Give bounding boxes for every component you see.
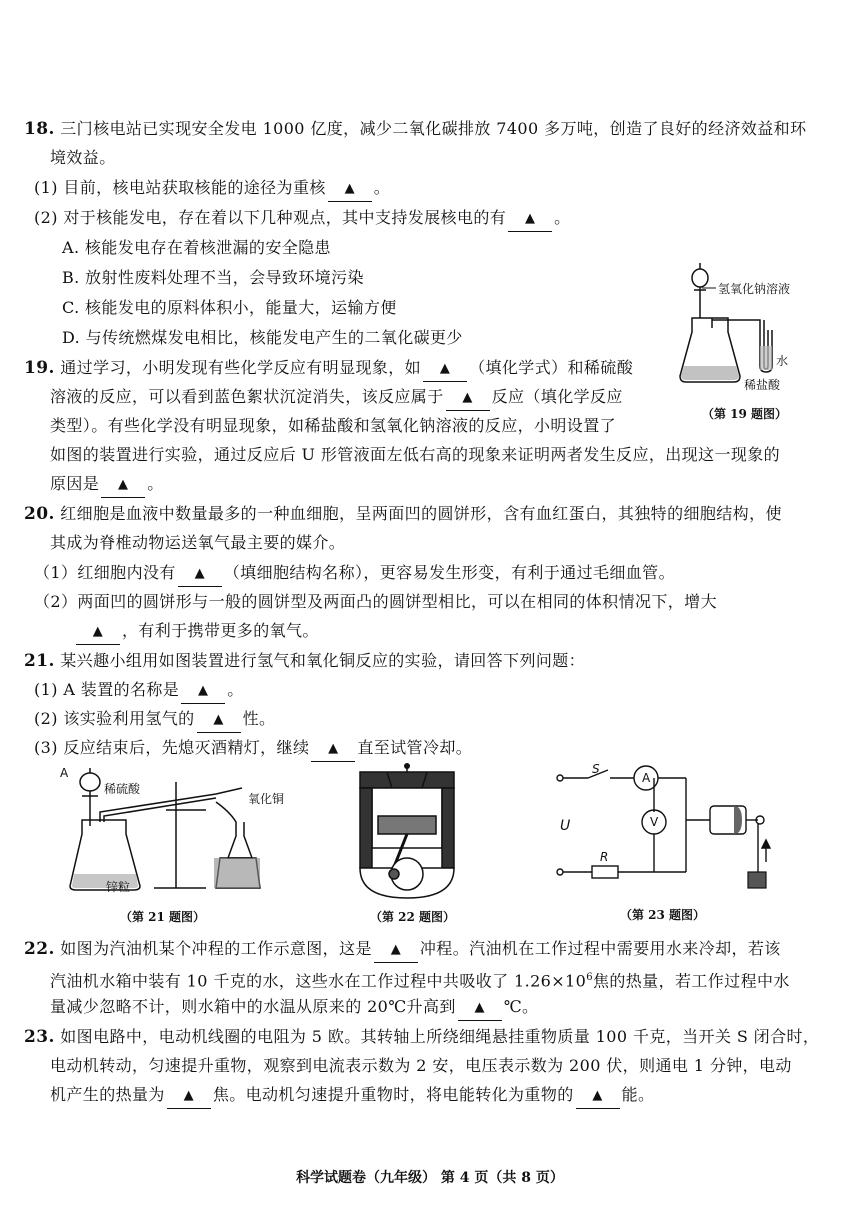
q22-line3 <box>50 996 538 1021</box>
q21-part3-text: (3) 反应结束后，先熄灭酒精灯，继续 <box>34 738 310 757</box>
q22-line1-text: 如图为汽油机某个冲程的工作示意图，这是 <box>60 939 372 958</box>
q21-number: 21. <box>24 651 55 671</box>
q20-part2: （2）两面凹的圆饼形与一般的圆饼型及两面凸的圆饼型相比，可以在相同的体积情况下，增大 <box>34 592 717 611</box>
answer-blank[interactable] <box>423 357 467 382</box>
q21-line1-text: 某兴趣小组用如图装置进行氢气和氧化铜反应的实验，请回答下列问题： <box>60 651 586 670</box>
q23-number: 23. <box>24 1027 55 1047</box>
answer-blank[interactable] <box>508 207 552 232</box>
q18-part2-end: 。 <box>554 208 571 227</box>
resistor-r-label: R <box>600 850 609 864</box>
q19-line5-end: 。 <box>147 474 164 493</box>
q21-line1 <box>24 650 585 672</box>
q22-caption: （第 22 题图） <box>370 910 456 924</box>
q23-figure <box>552 762 782 902</box>
q23-line1 <box>24 1026 819 1048</box>
q22-line3-end: ℃。 <box>503 997 539 1016</box>
motor-circuit-diagram <box>552 762 782 902</box>
q19-line5-text: 原因是 <box>50 474 100 493</box>
q19-line2-text: 溶液的反应，可以看到蓝色絮状沉淀消失，该反应属于 <box>50 387 444 406</box>
exponent: 6 <box>586 972 593 983</box>
answer-blank[interactable] <box>374 938 418 963</box>
answer-blank[interactable] <box>76 620 120 645</box>
q20-part2b <box>74 620 319 645</box>
q20-line2: 其成为脊椎动物运送氧气最主要的媒介。 <box>50 533 346 552</box>
q21-part3-end: 直至试管冷却。 <box>357 738 473 757</box>
q18-option-d: D. 与传统燃煤发电相比，核能发电产生的二氧化碳更少 <box>62 328 463 347</box>
q18-option-b: B. 放射性废料处理不当，会导致环境污染 <box>62 268 364 287</box>
q19-line3: 类型）。有些化学没有明显现象，如稀盐酸和氢氧化钠溶液的反应，小明设置了 <box>50 416 617 435</box>
q21-part1-end: 。 <box>227 680 244 699</box>
q21-part2 <box>34 708 275 733</box>
q22-line1-end: 冲程。汽油机在工作过程中需要用水来冷却，若该 <box>419 939 781 958</box>
q23-line3-mid: 焦。电动机匀速提升重物时，将电能转化为重物的 <box>212 1085 574 1104</box>
q22-line3-text: 量减少忽略不计，则水箱中的水温从原来的 20℃升高到 <box>50 997 456 1016</box>
q20-part1 <box>34 562 675 587</box>
q19-line1 <box>24 357 633 382</box>
q18-part2 <box>34 207 571 232</box>
answer-blank[interactable] <box>576 1084 620 1109</box>
page-footer: 科学试题卷（九年级） 第 4 页（共 8 页） <box>296 1170 564 1186</box>
zinc-granules-label: 锌粒 <box>106 880 131 894</box>
q19-figure <box>672 258 842 398</box>
q23-line3-text: 机产生的热量为 <box>50 1085 165 1104</box>
apparatus-a-label: A <box>60 766 69 780</box>
q23-caption: （第 23 题图） <box>620 908 706 922</box>
hydrogen-reduction-apparatus-diagram <box>56 762 316 902</box>
q21-part2-text: (2) 该实验利用氢气的 <box>34 709 195 728</box>
q18-part1-end: 。 <box>373 178 391 197</box>
q22-line2-text: 汽油机水箱中装有 10 千克的水，这些水在工作过程中共吸收了 1.26×10 <box>50 971 587 991</box>
q22-line1 <box>24 938 781 963</box>
q23-line3 <box>50 1084 654 1109</box>
answer-blank[interactable] <box>311 737 355 762</box>
answer-blank[interactable] <box>181 679 225 704</box>
hcl-label: 稀盐酸 <box>744 378 781 392</box>
q21-part1 <box>34 679 244 704</box>
ammeter-label: A <box>642 771 651 785</box>
q20-part1-end: （填细胞结构名称），更容易发生形变，有利于通过毛细血管。 <box>223 563 675 582</box>
q19-line1-end: （填化学式）和稀硫酸 <box>469 358 634 377</box>
answer-blank[interactable] <box>446 386 490 411</box>
q19-line1-text: 通过学习，小明发现有些化学反应有明显现象，如 <box>60 358 422 377</box>
q19-number: 19. <box>24 358 55 378</box>
q18-number: 18. <box>24 119 55 139</box>
q19-caption: （第 19 题图） <box>702 407 788 421</box>
q23-line2: 电动机转动，匀速提升重物，观察到电流表示数为 2 安，电压表示数为 200 伏，则通电 1 分钟，电动 <box>50 1056 792 1075</box>
q21-part2-end: 性。 <box>242 709 276 728</box>
answer-blank[interactable] <box>167 1084 211 1109</box>
q21-part3 <box>34 737 472 762</box>
q18-option-a: A. 核能发电存在着核泄漏的安全隐患 <box>62 238 331 257</box>
voltage-u-label: U <box>560 818 571 834</box>
q22-line2 <box>50 967 790 992</box>
answer-blank[interactable] <box>101 473 145 498</box>
voltmeter-label: V <box>650 815 659 829</box>
q18-option-c: C. 核能发电的原料体积小，能量大，运输方便 <box>62 298 397 317</box>
q23-line1-text: 如图电路中，电动机线圈的电阻为 5 欧。其转轴上所绕细绳悬挂重物质量 100 千克，当开关 S 闭合时， <box>60 1027 820 1046</box>
q19-line2 <box>50 386 623 411</box>
q21-part1-text: (1) A 装置的名称是 <box>34 680 180 699</box>
water-label: 水 <box>776 354 789 368</box>
answer-blank[interactable] <box>197 708 241 733</box>
q19-line5 <box>50 473 164 498</box>
gasoline-engine-diagram <box>352 762 462 902</box>
q18-line1 <box>24 118 806 140</box>
q21-caption: （第 21 题图） <box>120 910 206 924</box>
q20-part2b-end: ，有利于携带更多的氧气。 <box>122 621 319 640</box>
q22-figure <box>352 762 462 902</box>
answer-blank[interactable] <box>178 562 222 587</box>
q20-line1-text: 红细胞是血液中数量最多的一种血细胞，呈两面凹的圆饼形，含有血红蛋白，其独特的细胞结构，使 <box>60 504 782 523</box>
q19-line2-end: 反应（填化学反应 <box>491 387 623 406</box>
q23-line3-end: 能。 <box>621 1085 655 1104</box>
switch-s-label: S <box>592 762 600 776</box>
q20-line1 <box>24 503 782 525</box>
q22-line2-end: 焦的热量，若工作过程中水 <box>592 971 790 991</box>
q20-number: 20. <box>24 504 55 524</box>
q20-part1-text: （1）红细胞内没有 <box>34 563 176 582</box>
q18-text: 三门核电站已实现安全发电 1000 亿度，减少二氧化碳排放 7400 多万吨，创造了良好的经济效益和环 <box>60 119 807 138</box>
naoh-label: 氢氧化钠溶液 <box>718 282 791 296</box>
q21-figure <box>56 762 316 902</box>
q18-part2-text: (2) 对于核能发电，存在着以下几种观点，其中支持发展核电的有 <box>34 208 507 227</box>
q18-part1 <box>34 177 390 202</box>
copper-oxide-label: 氧化铜 <box>248 792 285 806</box>
q18-line2: 境效益。 <box>50 148 116 167</box>
dilute-sulfuric-acid-label: 稀硫酸 <box>104 782 141 796</box>
answer-blank[interactable] <box>328 177 372 202</box>
answer-blank[interactable] <box>458 996 502 1021</box>
q22-number: 22. <box>24 939 55 959</box>
q18-part1-text: (1) 目前，核电站获取核能的途径为重核 <box>34 178 326 197</box>
q19-line4: 如图的装置进行实验，通过反应后 U 形管液面左低右高的现象来证明两者发生反应，出现这一现象的 <box>50 445 781 464</box>
